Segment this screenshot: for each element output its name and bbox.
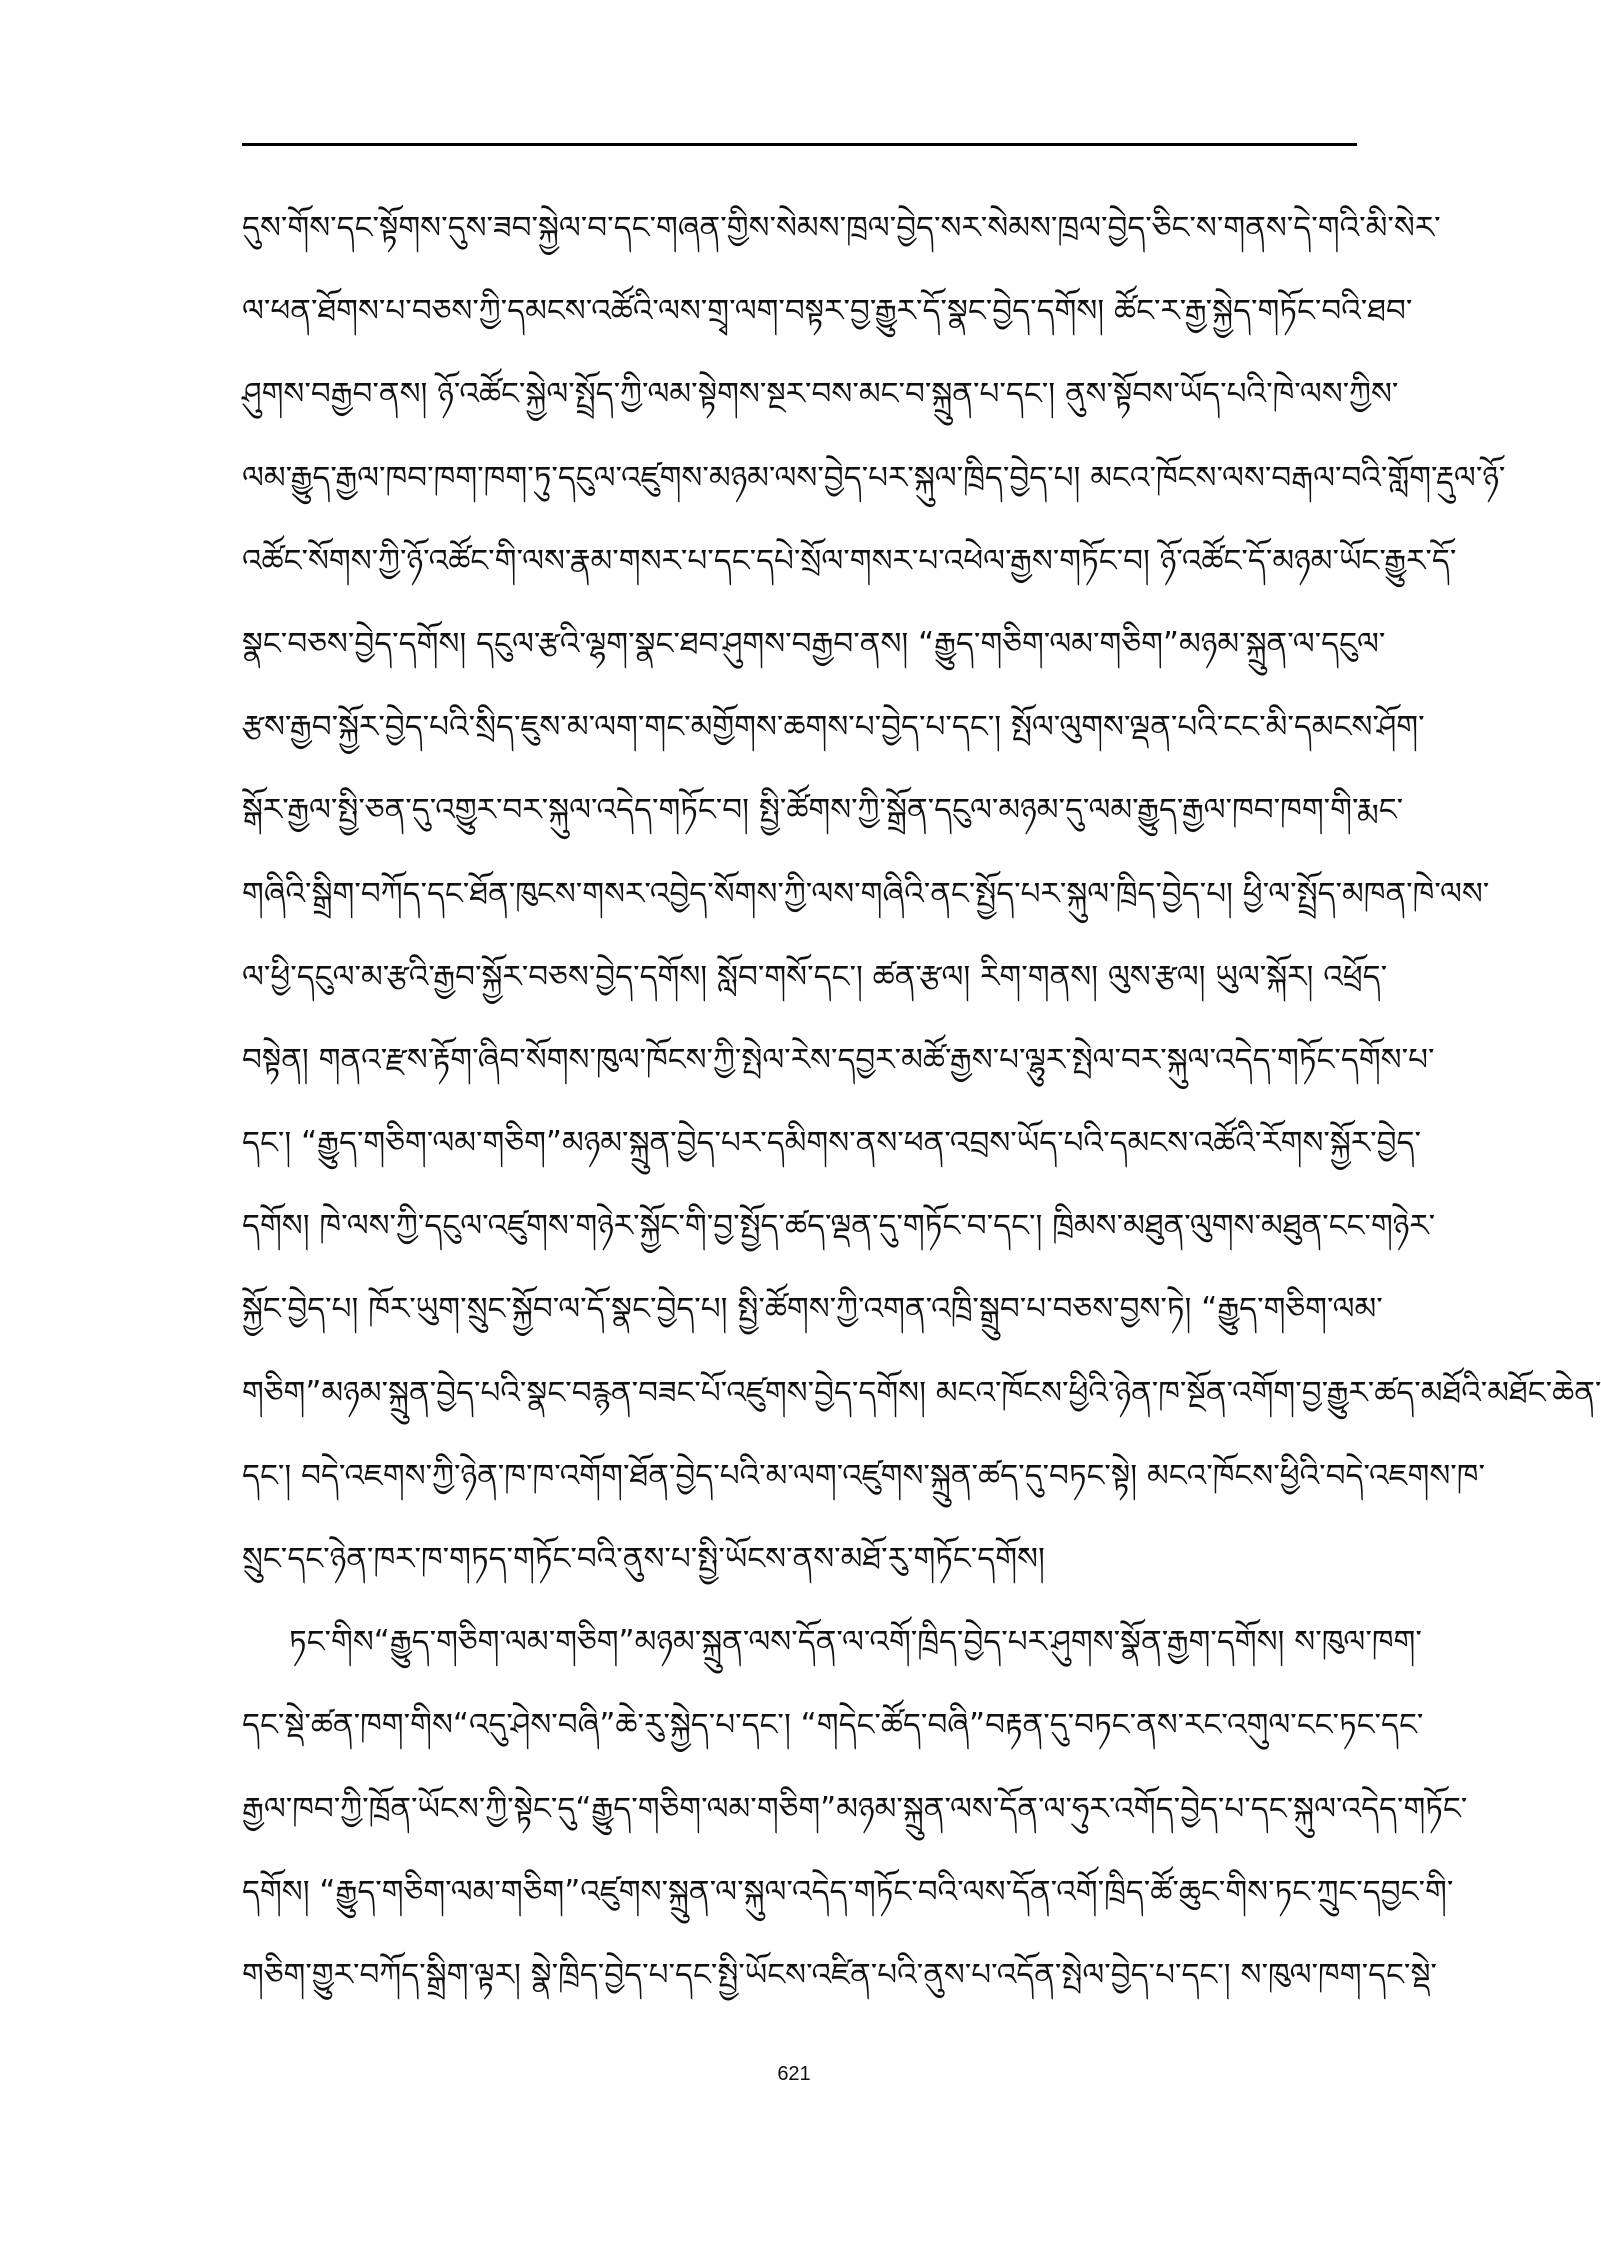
text-line: ལ་ཕྱི་དངུལ་མ་རྩའི་རྒྱབ་སྐྱོར་བཅས་བྱེད་དགོས། སློབ་གསོ་དང་། ཚན་རྩལ། རིག་གནས། ལུས་རྩལ། ཡུལ་སྐོར། འཕྲོད་ xyxy=(242,958,1388,995)
text-line: གཞིའི་སྒྲིག་བཀོད་དང་ཐོན་ཁུངས་གསར་འབྱེད་སོགས་ཀྱི་ལས་གཞིའི་ནང་སྤྱོད་པར་སྐུལ་ཁྲིད་བྱེད་པ། ཕྱི་ལ་སྤྲོད་མཁན་ཁེ་ལས་ xyxy=(242,875,1490,912)
text-line: དང་། “རྒྱུད་གཅིག་ལམ་གཅིག”མཉམ་སྐྲུན་བྱེད་པར་དམིགས་ནས་ཕན་འབྲས་ཡོད་པའི་དམངས་འཚོའི་རོགས་སྐྱོར་བྱེད་ xyxy=(242,1125,1421,1162)
text-line: དང་སྡེ་ཚན་ཁག་གིས“འདུ་ཤེས་བཞི”ཆེ་རུ་སྐྱེད་པ་དང་། “གདེང་ཚོད་བཞི”བརྟན་དུ་བཏང་ནས་རང་འགུལ་ངང་ཏང་དང་ xyxy=(242,1707,1424,1744)
text-line: གཅིག”མཉམ་སྐྲུན་བྱེད་པའི་སྣང་བརྙན་བཟང་པོ་འཛུགས་བྱེད་དགོས། མངའ་ཁོངས་ཕྱིའི་ཉེན་ཁ་སྔོན་འགོག་བྱ་རྒྱུར་ཚད་མཐོའི་མཐོང་ཆེན་ xyxy=(242,1374,1601,1411)
text-line: སྒོར་རྒྱལ་སྤྱི་ཅན་དུ་འགྱུར་བར་སྐུལ་འདེད་གཏོང་བ། སྤྱི་ཚོགས་ཀྱི་སྒྲོན་དངུལ་མཉམ་དུ་ལམ་རྒྱུད་རྒྱལ་ཁབ་ཁག་གི་རྨང་ xyxy=(242,792,1404,829)
text-line: སྣང་བཅས་བྱེད་དགོས། དངུལ་རྩའི་ལྷག་སྣང་ཐབ་ཤུགས་བརྒྱབ་ནས། “རྒྱུད་གཅིག་ལམ་གཅིག”མཉམ་སྐྲུན་ལ་དངུལ་ xyxy=(242,625,1386,662)
paragraph xyxy=(242,187,1601,1601)
text-line: དགོས། ཁེ་ལས་ཀྱི་དངུལ་འཛུགས་གཉེར་སྐྱོང་གི་བྱ་སྤྱོད་ཚད་ལྡན་དུ་གཏོང་བ་དང་། ཁྲིམས་མཐུན་ལུགས་མཐུན་ངང་གཉེར་ xyxy=(242,1208,1436,1245)
text-line: ཏང་གིས“རྒྱུད་གཅིག་ལམ་གཅིག”མཉམ་སྐྲུན་ལས་དོན་ལ་འགོ་ཁྲིད་བྱེད་པར་ཤུགས་སྣོན་རྒྱག་དགོས། ས་ཁུལ་ཁག་ xyxy=(289,1624,1422,1661)
text-line: རྒྱལ་ཁབ་ཀྱི་ཁྲོན་ཡོངས་ཀྱི་སྟེང་དུ“རྒྱུད་གཅིག་ལམ་གཅིག”མཉམ་སྐྲུན་ལས་དོན་ལ་ཧུར་འགོད་བྱེད་པ་དང་སྐུལ་འདེད་གཏོང་ xyxy=(242,1790,1468,1827)
text-line: ཤུགས་བརྒྱབ་ནས། ཉོ་འཚོང་སྐྱེལ་སྤྲོད་ཀྱི་ལམ་སྟེགས་སྔར་བས་མང་བ་སྐྲུན་པ་དང་། ནུས་སྟོབས་ཡོད་པའི་ཁེ་ལས་ཀྱིས་ xyxy=(242,376,1399,413)
paragraph xyxy=(242,1601,1468,2017)
body-text xyxy=(242,187,1601,2017)
page-number: 621 xyxy=(777,2063,811,2085)
header-rule xyxy=(242,143,1357,146)
text-line: དུས་གོས་དང་སྟོགས་དུས་ཟབ་སྐྱེལ་བ་དང་གཞན་གྱིས་སེམས་ཁྲལ་བྱེད་སར་སེམས་ཁྲལ་བྱེད་ཅིང་ས་གནས་དེ་གའི་མི་སེར་ xyxy=(242,210,1441,246)
text-line: བསྟེན། གནའ་རྫས་རྟོག་ཞིབ་སོགས་ཁུལ་ཁོངས་ཀྱི་སྤེལ་རེས་དབྱར་མཚོ་རྒྱས་པ་ལྷུར་སྤེལ་བར་སྐུལ་འདེད་གཏོང་དགོས་པ་ xyxy=(242,1041,1435,1078)
text-line: སྐྱོང་བྱེད་པ། ཁོར་ཡུག་སྲུང་སྐྱོབ་ལ་དོ་སྣང་བྱེད་པ། སྤྱི་ཚོགས་ཀྱི་འགན་འཁྲི་སྒྲུབ་པ་བཅས་བྱས་ཏེ། “རྒྱུད་གཅིག་ལམ་ xyxy=(242,1291,1383,1328)
text-line: སྲུང་དང་ཉེན་ཁར་ཁ་གཏད་གཏོང་བའི་ནུས་པ་སྤྱི་ཡོངས་ནས་མཐོ་རུ་གཏོང་དགོས། xyxy=(242,1541,1045,1577)
text-line: རྩས་རྒྱབ་སྐྱོར་བྱེད་པའི་སྲིད་ཇུས་མ་ལག་གང་མགྱོགས་ཆགས་པ་བྱེད་པ་དང་། སྤོལ་ལུགས་ལྡན་པའི་ངང་མི་དམངས་ཤོག་ xyxy=(242,709,1425,746)
text-line: གཅིག་གྱུར་བཀོད་སྒྲིག་ལྟར། སྣེ་ཁྲིད་བྱེད་པ་དང་སྤྱི་ཡོངས་འཛིན་པའི་ནུས་པ་འདོན་སྤེལ་བྱེད་པ་དང་། ས་ཁུལ་ཁག་དང་སྡེ་ xyxy=(242,1956,1437,1993)
text-line: འཚོང་སོགས་ཀྱི་ཉོ་འཚོང་གི་ལས་རྣམ་གསར་པ་དང་དཔེ་སྲོལ་གསར་པ་འཕེལ་རྒྱས་གཏོང་བ། ཉོ་འཚོང་དོ་མཉམ་ཡོང་རྒྱུར་དོ་ xyxy=(242,542,1457,579)
text-line: དགོས། “རྒྱུད་གཅིག་ལམ་གཅིག”འཛུགས་སྐྲུན་ལ་སྐུལ་འདེད་གཏོང་བའི་ལས་དོན་འགོ་ཁྲིད་ཚོ་ཆུང་གིས་ཏང་ཀྲུང་དབྱང་གི་ xyxy=(242,1873,1454,1910)
text-line: ལ་ཕན་ཐོགས་པ་བཅས་ཀྱི་དམངས་འཚོའི་ལས་གྲྭ་ལག་བསྟར་བྱ་རྒྱུར་དོ་སྣང་བྱེད་དགོས། ཚོང་ར་རྒྱ་སྐྱེད་གཏོང་བའི་ཐབ་ xyxy=(242,293,1413,330)
text-line: ལམ་རྒྱུད་རྒྱལ་ཁབ་ཁག་ཁག་ཏུ་དངུལ་འཛུགས་མཉམ་ལས་བྱེད་པར་སྐུལ་ཁྲིད་བྱེད་པ། མངའ་ཁོངས་ལས་བརྒལ་བའི་གློག་རྡུལ་ཉོ་ xyxy=(242,459,1506,496)
text-line: དང་། བདེ་འཇགས་ཀྱི་ཉེན་ཁ་ཁ་འགོག་ཐོན་བྱེད་པའི་མ་ལག་འཛུགས་སྐྲུན་ཚད་དུ་བཏང་སྟེ། མངའ་ཁོངས་ཕྱིའི་བདེ་འཇགས་ཁ་ xyxy=(242,1457,1485,1494)
